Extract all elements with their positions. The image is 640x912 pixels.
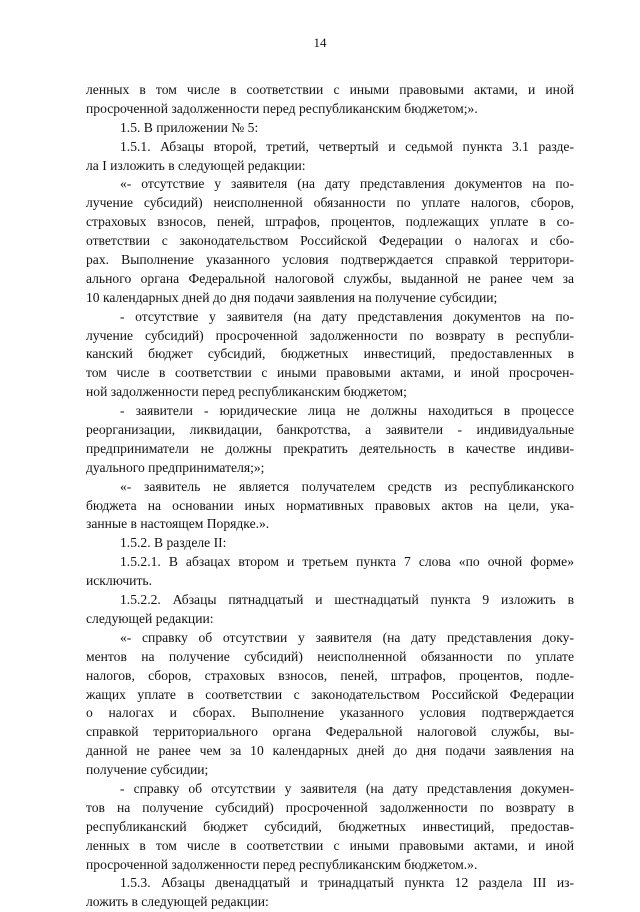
text-line: ла I изложить в следующей редакции: bbox=[86, 157, 306, 173]
text-line: данной не ранее чем за 10 календарных дней до дня подачи заявления на bbox=[86, 743, 574, 759]
text-line: страховых взносов, пеней, штрафов, процентов, подлежащих уплате в со- bbox=[86, 214, 574, 230]
text-line: тов на получение субсидий) просроченной задолженности по возврату в bbox=[86, 799, 574, 815]
text-line: ального органа Федеральной налоговой службы, выданной не ранее чем за bbox=[86, 270, 574, 286]
text-line: следующей редакции: bbox=[86, 610, 214, 626]
text-line: предприниматели не должны прекратить деятельность в качестве индиви- bbox=[86, 440, 574, 456]
text-line: 10 календарных дней до дня подачи заявления на получение субсидии; bbox=[86, 289, 498, 305]
text-line: рах. Выполнение указанного условия подтверждается справкой территори- bbox=[86, 252, 574, 268]
text-line: занные в настоящем Порядке.». bbox=[86, 516, 270, 532]
text-line: 1.5.1. Абзацы второй, третий, четвертый и седьмой пункта 3.1 разде- bbox=[120, 138, 574, 154]
text-line: «- справку об отсутствии у заявителя (на дату представления доку- bbox=[120, 629, 574, 645]
text-line: канский бюджет субсидий, бюджетных инвестиций, предоставленных в bbox=[86, 346, 574, 362]
text-line: республиканский бюджет субсидий, бюджетных инвестиций, предостав- bbox=[86, 818, 574, 834]
text-line: ленных в том числе в соответствии с иными правовыми актами, и иной bbox=[86, 837, 574, 853]
text-line: ложить в следующей редакции: bbox=[86, 894, 269, 910]
text-line: о налогах и сборах. Выполнение указанного условия подтверждается bbox=[86, 705, 574, 721]
text-line: «- заявитель не является получателем средств из республиканского bbox=[120, 478, 574, 494]
text-line: ленных в том числе в соответствии с иными правовыми актами, и иной bbox=[86, 82, 574, 97]
text-line: ной задолженности перед республиканским бюджетом; bbox=[86, 384, 407, 400]
page-number: 14 bbox=[313, 35, 327, 50]
text-line: - заявители - юридические лица не должны находиться в процессе bbox=[120, 403, 574, 419]
text-line: налогов, сборов, страховых взносов, пеней, штрафов, процентов, подле- bbox=[86, 667, 574, 683]
text-line: просроченной задолженности перед республиканским бюджетом;». bbox=[86, 100, 478, 116]
text-line: получение субсидии; bbox=[86, 762, 209, 778]
text-line: 1.5.2.1. В абзацах втором и третьем пункта 7 слова «по очной форме» bbox=[120, 554, 574, 570]
text-line: лучение субсидий) неисполненной обязанности по уплате налогов, сборов, bbox=[86, 195, 574, 211]
text-line: - справку об отсутствии у заявителя (на дату представления докумен- bbox=[120, 780, 574, 796]
text-line: лучение субсидий) просроченной задолженности по возврату в республи- bbox=[86, 327, 574, 343]
text-line: исключить. bbox=[86, 573, 152, 589]
text-line: реорганизации, ликвидации, банкротства, а заявители - индивидуальные bbox=[86, 422, 574, 438]
text-line: 1.5.2. В разделе II: bbox=[120, 535, 227, 551]
text-line: 1.5. В приложении № 5: bbox=[120, 119, 259, 135]
document-body bbox=[86, 81, 574, 912]
text-line: «- отсутствие у заявителя (на дату представления документов на по- bbox=[120, 176, 574, 192]
text-line: 1.5.3. Абзацы двенадцатый и тринадцатый пункта 12 раздела III из- bbox=[120, 875, 574, 891]
text-line: ментов на получение субсидий) неисполненной обязанности по уплате bbox=[86, 648, 574, 664]
text-line: 1.5.2.2. Абзацы пятнадцатый и шестнадцатый пункта 9 изложить в bbox=[120, 592, 574, 608]
text-line: том числе в соответствии с иными правовыми актами, и иной просрочен- bbox=[86, 365, 574, 381]
text-line: дуального предпринимателя;»; bbox=[86, 459, 265, 475]
text-line: просроченной задолженности перед республиканским бюджетом.». bbox=[86, 856, 478, 872]
text-line: жащих уплате в соответствии с законодательством Российской Федерации bbox=[86, 686, 574, 702]
text-line: - отсутствие у заявителя (на дату представления документов на по- bbox=[120, 308, 574, 324]
text-line: ответствии с законодательством Российской Федерации о налогах и сбо- bbox=[86, 233, 574, 249]
text-line: бюджета на основании иных нормативных правовых актов на цели, ука- bbox=[86, 497, 574, 513]
text-line: справкой территориального органа Федеральной налоговой службы, вы- bbox=[86, 724, 574, 740]
